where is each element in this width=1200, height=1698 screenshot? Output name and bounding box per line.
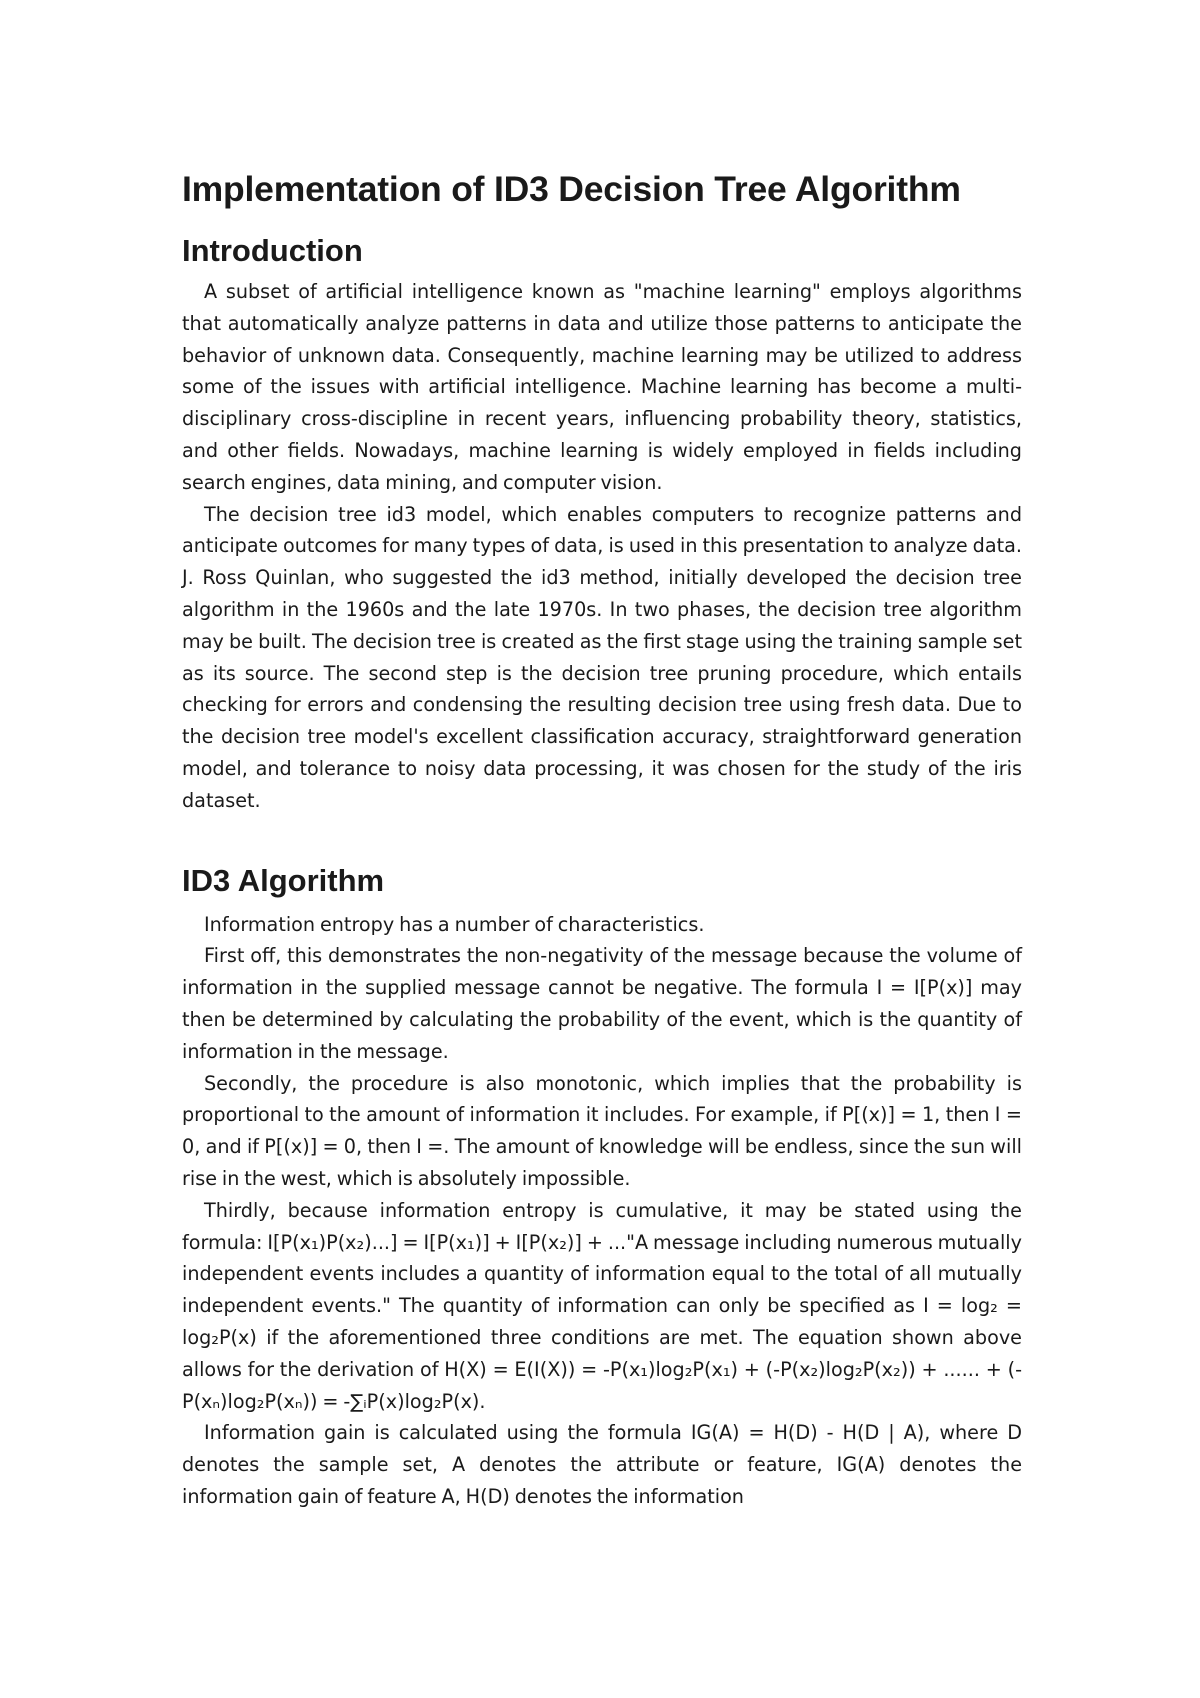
section-heading: Introduction <box>182 233 363 268</box>
document-title: Implementation of ID3 Decision Tree Algorithm <box>182 169 961 209</box>
id3-algorithm-section <box>182 861 1022 1513</box>
paragraph: Thirdly, because information entropy is cumulative, it may be stated using the formula: I[P(x₁)P(x₂)...] = I[P(x₁)] + I[P(x₂)] + ..."A message including numerous mutually independent events includes a quantity of information equal to the total of all mutually independent events." The quantity of information can only be specified as I = log₂ = log₂P(x) if the aforementioned three conditions are met. The equation shown above allows for the derivation of H(X) = E(I(X)) = -P(x₁)log₂P(x₁) + (-P(x₂)log₂P(x₂)) + ...... + (-P(xₙ)log₂P(xₙ)) = -∑ᵢP(x)log₂P(x). <box>182 1198 1022 1413</box>
paragraph: The decision tree id3 model, which enables computers to recognize patterns and anticipate outcomes for many types of data, is used in this presentation to analyze data. J. Ross Quinlan, who suggested the id3 method, initially developed the decision tree algorithm in the 1960s and the late 1970s. In two phases, the decision tree algorithm may be built. The decision tree is created as the first stage using the training sample set as its source. The second step is the decision tree pruning procedure, which entails checking for errors and condensing the resulting decision tree using fresh data. Due to the decision tree model's excellent classification accuracy, straightforward generation model, and tolerance to noisy data processing, it was chosen for the study of the iris dataset. <box>182 502 1022 812</box>
paragraph: Information entropy has a number of characteristics. <box>204 912 705 936</box>
paragraph: A subset of artificial intelligence known as "machine learning" employs algorithms that automatically analyze patterns in data and utilize those patterns to anticipate the behavior of unknown data. Consequently, machine learning may be utilized to address some of the issues with artificial intelligence. Machine learning has become a multi-disciplinary cross-discipline in recent years, influencing probability theory, statistics, and other fields. Nowadays, machine learning is widely employed in fields including search engines, data mining, and computer vision. <box>182 280 1022 494</box>
introduction-section <box>182 231 1022 817</box>
paragraph: Secondly, the procedure is also monotonic, which implies that the probability is proportional to the amount of information it includes. For example, if P[(x)] = 1, then I = 0, and if P[(x)] = 0, then I =. The amount of knowledge will be endless, since the sun will rise in the west, which is absolutely impossible. <box>182 1071 1022 1190</box>
document-body <box>182 165 1022 1513</box>
section-heading: ID3 Algorithm <box>182 862 385 898</box>
paragraph: Information gain is calculated using the formula IG(A) = H(D) - H(D | A), where D denotes the sample set, A denotes the attribute or feature, IG(A) denotes the information gain of feature A, H(D) denotes the information <box>182 1421 1022 1508</box>
paragraph: First off, this demonstrates the non-negativity of the message because the volume of information in the supplied message cannot be negative. The formula I = I[P(x)] may then be determined by calculating the probability of the event, which is the quantity of information in the message. <box>182 944 1022 1063</box>
